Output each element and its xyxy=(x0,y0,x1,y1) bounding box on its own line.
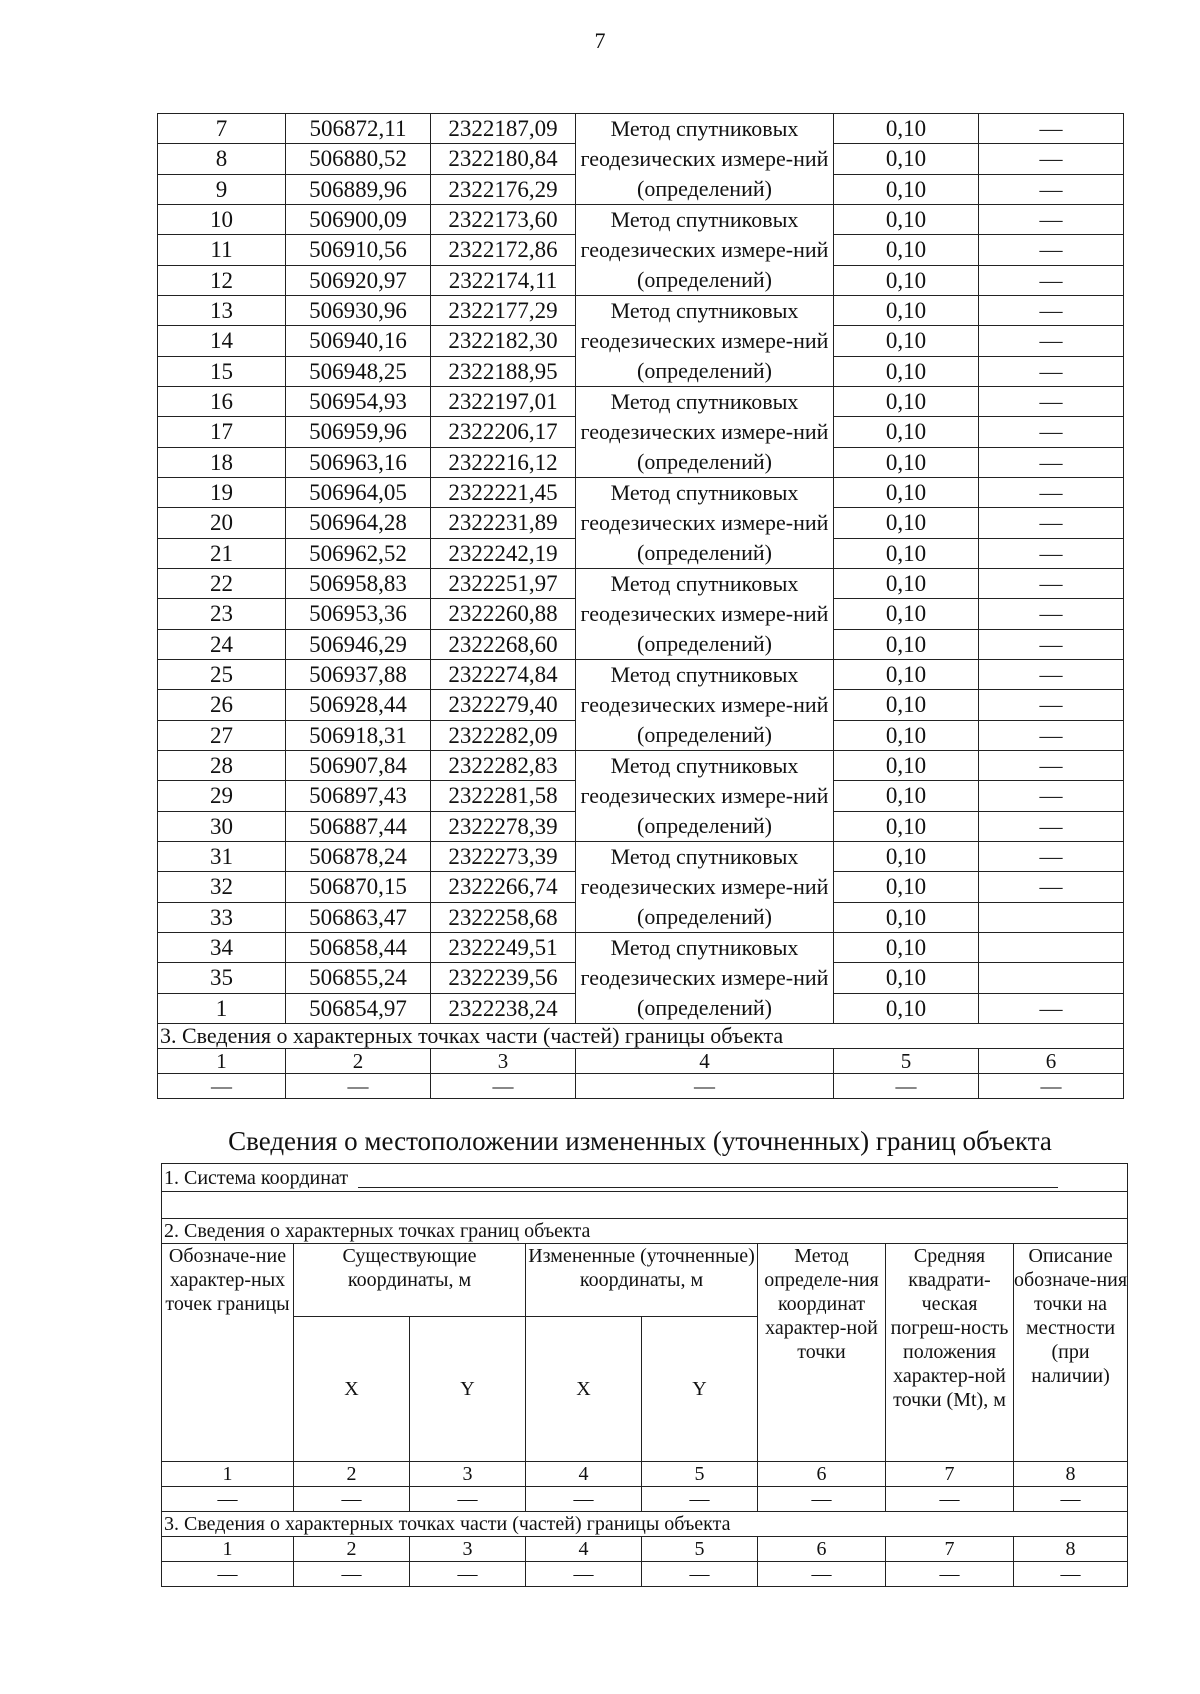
point-description: — xyxy=(979,690,1124,720)
point-number: 33 xyxy=(158,902,286,932)
column-number: 6 xyxy=(758,1537,886,1562)
coord-x: 506918,31 xyxy=(286,720,431,750)
dash-cell: — xyxy=(1014,1487,1128,1512)
point-description: — xyxy=(979,599,1124,629)
mt-value: 0,10 xyxy=(834,629,979,659)
mt-value: 0,10 xyxy=(834,538,979,568)
point-number: 23 xyxy=(158,599,286,629)
point-number: 30 xyxy=(158,811,286,841)
point-number: 16 xyxy=(158,387,286,417)
column-number: 4 xyxy=(576,1049,834,1074)
point-description: — xyxy=(979,811,1124,841)
mt-value: 0,10 xyxy=(834,356,979,386)
table-row xyxy=(158,205,1124,235)
coord-x: 506953,36 xyxy=(286,599,431,629)
method-cell: Метод спутниковых геодезических измере-ний (определений) xyxy=(576,660,834,751)
column-number: 6 xyxy=(758,1462,886,1487)
dash-cell: — xyxy=(1014,1562,1128,1587)
point-description: — xyxy=(979,356,1124,386)
point-number: 8 xyxy=(158,144,286,174)
point-description: — xyxy=(979,144,1124,174)
coord-y: 2322187,09 xyxy=(431,114,576,144)
section3-row xyxy=(158,1024,1124,1049)
point-number: 21 xyxy=(158,538,286,568)
dash-cell: — xyxy=(526,1562,642,1587)
coord-x: 506889,96 xyxy=(286,174,431,204)
point-number: 19 xyxy=(158,478,286,508)
point-description: — xyxy=(979,872,1124,902)
coord-y: 2322239,56 xyxy=(431,963,576,993)
coord-x: 506930,96 xyxy=(286,296,431,326)
coord-y: 2322176,29 xyxy=(431,174,576,204)
dash-cell: — xyxy=(758,1487,886,1512)
header-mt: Средняя квадрати-ческая погреш-ность положения характер-ной точки (Mt), м xyxy=(886,1244,1014,1462)
point-description: — xyxy=(979,508,1124,538)
table-row xyxy=(158,933,1124,963)
coord-y: 2322173,60 xyxy=(431,205,576,235)
coord-y: 2322274,84 xyxy=(431,660,576,690)
method-cell: Метод спутниковых геодезических измере-ний (определений) xyxy=(576,387,834,478)
point-number: 10 xyxy=(158,205,286,235)
method-cell: Метод спутниковых геодезических измере-ний (определений) xyxy=(576,569,834,660)
column-number: 5 xyxy=(642,1462,758,1487)
dash-cell: — xyxy=(642,1562,758,1587)
dash-cell: — xyxy=(886,1487,1014,1512)
header-changed: Измененные (уточненные) координаты, м xyxy=(526,1244,758,1317)
mt-value: 0,10 xyxy=(834,811,979,841)
point-number: 29 xyxy=(158,781,286,811)
mt-value: 0,10 xyxy=(834,205,979,235)
point-number: 12 xyxy=(158,265,286,295)
table-row xyxy=(158,478,1124,508)
mt-value: 0,10 xyxy=(834,296,979,326)
point-number: 18 xyxy=(158,447,286,477)
coord-y: 2322188,95 xyxy=(431,356,576,386)
coord-y: 2322268,60 xyxy=(431,629,576,659)
coord-y: 2322273,39 xyxy=(431,842,576,872)
column-number: 1 xyxy=(162,1462,294,1487)
method-cell: Метод спутниковых геодезических измере-ний (определений) xyxy=(576,205,834,296)
header-method: Метод определе-ния координат характер-ной точки xyxy=(758,1244,886,1462)
section3-dash-row xyxy=(158,1074,1124,1099)
coord-y: 2322231,89 xyxy=(431,508,576,538)
header-y-changed: Y xyxy=(642,1317,758,1462)
coord-y: 2322221,45 xyxy=(431,478,576,508)
point-description xyxy=(979,933,1124,963)
section3-numbers-row xyxy=(158,1049,1124,1074)
mt-value: 0,10 xyxy=(834,781,979,811)
column-number: 1 xyxy=(158,1049,286,1074)
section3-title: 3. Сведения о характерных точках части (частей) границы объекта xyxy=(158,1024,1124,1049)
coord-y: 2322216,12 xyxy=(431,447,576,477)
point-number: 13 xyxy=(158,296,286,326)
header-x-existing: X xyxy=(294,1317,410,1462)
coord-x: 506887,44 xyxy=(286,811,431,841)
point-number: 7 xyxy=(158,114,286,144)
point-description: — xyxy=(979,235,1124,265)
mt-value: 0,10 xyxy=(834,114,979,144)
point-description: — xyxy=(979,842,1124,872)
section3-dash-row xyxy=(162,1562,1128,1587)
mt-value: 0,10 xyxy=(834,265,979,295)
table-row xyxy=(158,842,1124,872)
point-description: — xyxy=(979,447,1124,477)
table-row xyxy=(158,751,1124,781)
coord-x: 506870,15 xyxy=(286,872,431,902)
column-numbers-row xyxy=(162,1462,1128,1487)
column-number: 7 xyxy=(886,1462,1014,1487)
coord-x: 506940,16 xyxy=(286,326,431,356)
column-number: 3 xyxy=(410,1462,526,1487)
header-description: Описание обозначе-ния точки на местности (при наличии) xyxy=(1014,1244,1128,1462)
coord-y: 2322266,74 xyxy=(431,872,576,902)
table-row xyxy=(158,387,1124,417)
dash-cell: — xyxy=(526,1487,642,1512)
coord-x: 506910,56 xyxy=(286,235,431,265)
changed-boundaries-table xyxy=(161,1163,1128,1587)
point-description: — xyxy=(979,205,1124,235)
coord-x: 506858,44 xyxy=(286,933,431,963)
coordinates-table xyxy=(157,113,1124,1099)
mt-value: 0,10 xyxy=(834,993,979,1023)
column-number: 2 xyxy=(294,1462,410,1487)
coord-x: 506854,97 xyxy=(286,993,431,1023)
point-number: 14 xyxy=(158,326,286,356)
dash-cell: — xyxy=(576,1074,834,1099)
mt-value: 0,10 xyxy=(834,447,979,477)
point-description: — xyxy=(979,569,1124,599)
point-number: 22 xyxy=(158,569,286,599)
point-number: 25 xyxy=(158,660,286,690)
point-description: — xyxy=(979,751,1124,781)
mt-value: 0,10 xyxy=(834,933,979,963)
point-description: — xyxy=(979,417,1124,447)
point-description: — xyxy=(979,326,1124,356)
coord-x: 506964,05 xyxy=(286,478,431,508)
mt-value: 0,10 xyxy=(834,751,979,781)
coord-x: 506958,83 xyxy=(286,569,431,599)
coord-x: 506855,24 xyxy=(286,963,431,993)
mt-value: 0,10 xyxy=(834,569,979,599)
point-description: — xyxy=(979,296,1124,326)
column-number: 4 xyxy=(526,1462,642,1487)
point-number: 9 xyxy=(158,174,286,204)
coord-y: 2322249,51 xyxy=(431,933,576,963)
coord-x: 506920,97 xyxy=(286,265,431,295)
point-description xyxy=(979,963,1124,993)
method-cell: Метод спутниковых геодезических измере-ний (определений) xyxy=(576,296,834,387)
mt-value: 0,10 xyxy=(834,842,979,872)
coord-y: 2322182,30 xyxy=(431,326,576,356)
point-description xyxy=(979,902,1124,932)
method-cell: Метод спутниковых геодезических измере-ний (определений) xyxy=(576,842,834,933)
coord-x: 506928,44 xyxy=(286,690,431,720)
coord-y: 2322251,97 xyxy=(431,569,576,599)
coord-y: 2322180,84 xyxy=(431,144,576,174)
table-row xyxy=(158,296,1124,326)
point-description: — xyxy=(979,629,1124,659)
point-number: 32 xyxy=(158,872,286,902)
dash-cell: — xyxy=(158,1074,286,1099)
section-heading: Сведения о местоположении измененных (уточненных) границ объекта xyxy=(228,1126,1052,1156)
coord-x: 506959,96 xyxy=(286,417,431,447)
header-x-changed: X xyxy=(526,1317,642,1462)
mt-value: 0,10 xyxy=(834,720,979,750)
dash-cell: — xyxy=(294,1487,410,1512)
coord-y: 2322260,88 xyxy=(431,599,576,629)
coord-x: 506937,88 xyxy=(286,660,431,690)
point-number: 15 xyxy=(158,356,286,386)
mt-value: 0,10 xyxy=(834,478,979,508)
mt-value: 0,10 xyxy=(834,417,979,447)
point-description: — xyxy=(979,265,1124,295)
method-cell: Метод спутниковых геодезических измере-ний (определений) xyxy=(576,751,834,842)
mt-value: 0,10 xyxy=(834,902,979,932)
dash-cell: — xyxy=(162,1487,294,1512)
coord-y: 2322242,19 xyxy=(431,538,576,568)
table-row xyxy=(158,660,1124,690)
point-number: 27 xyxy=(158,720,286,750)
section2-title: 2. Сведения о характерных точках границ объекта xyxy=(162,1219,1128,1244)
section3-numbers-row xyxy=(162,1537,1128,1562)
coord-x: 506907,84 xyxy=(286,751,431,781)
column-number: 1 xyxy=(162,1537,294,1562)
mt-value: 0,10 xyxy=(834,144,979,174)
dash-cell: — xyxy=(410,1562,526,1587)
point-description: — xyxy=(979,993,1124,1023)
coord-y: 2322282,83 xyxy=(431,751,576,781)
mt-value: 0,10 xyxy=(834,690,979,720)
blank-row xyxy=(162,1192,1128,1219)
column-number: 5 xyxy=(834,1049,979,1074)
dash-cell: — xyxy=(286,1074,431,1099)
point-number: 11 xyxy=(158,235,286,265)
column-number: 6 xyxy=(979,1049,1124,1074)
point-description: — xyxy=(979,660,1124,690)
mt-value: 0,10 xyxy=(834,174,979,204)
coord-x: 506897,43 xyxy=(286,781,431,811)
coord-x: 506962,52 xyxy=(286,538,431,568)
coord-x: 506878,24 xyxy=(286,842,431,872)
mt-value: 0,10 xyxy=(834,326,979,356)
dash-cell: — xyxy=(886,1562,1014,1587)
coordinate-system-label: 1. Система координат xyxy=(164,1166,349,1189)
section3-title: 3. Сведения о характерных точках части (частей) границы объекта xyxy=(162,1512,1128,1537)
mt-value: 0,10 xyxy=(834,599,979,629)
point-number: 28 xyxy=(158,751,286,781)
point-description: — xyxy=(979,720,1124,750)
coord-x: 506948,25 xyxy=(286,356,431,386)
dash-cell: — xyxy=(431,1074,576,1099)
coord-x: 506863,47 xyxy=(286,902,431,932)
method-cell: Метод спутниковых геодезических измере-ний (определений) xyxy=(576,933,834,1024)
mt-value: 0,10 xyxy=(834,235,979,265)
mt-value: 0,10 xyxy=(834,872,979,902)
mt-value: 0,10 xyxy=(834,660,979,690)
coord-x: 506900,09 xyxy=(286,205,431,235)
coordinate-system-row xyxy=(162,1164,1128,1192)
point-description: — xyxy=(979,538,1124,568)
point-description: — xyxy=(979,387,1124,417)
point-description: — xyxy=(979,174,1124,204)
header-designation: Обозначе-ние характер-ных точек границы xyxy=(162,1244,294,1462)
header-y-existing: Y xyxy=(410,1317,526,1462)
column-number: 3 xyxy=(410,1537,526,1562)
dash-cell: — xyxy=(162,1562,294,1587)
dash-cell: — xyxy=(979,1074,1124,1099)
point-number: 34 xyxy=(158,933,286,963)
dash-cell: — xyxy=(294,1562,410,1587)
column-number: 2 xyxy=(286,1049,431,1074)
dash-cell: — xyxy=(410,1487,526,1512)
coord-y: 2322197,01 xyxy=(431,387,576,417)
point-number: 26 xyxy=(158,690,286,720)
point-description: — xyxy=(979,478,1124,508)
dash-cell: — xyxy=(758,1562,886,1587)
point-number: 1 xyxy=(158,993,286,1023)
point-number: 20 xyxy=(158,508,286,538)
point-number: 35 xyxy=(158,963,286,993)
coord-y: 2322206,17 xyxy=(431,417,576,447)
coord-x: 506963,16 xyxy=(286,447,431,477)
page-number: 7 xyxy=(594,28,606,53)
table-row xyxy=(158,114,1124,144)
coord-y: 2322282,09 xyxy=(431,720,576,750)
coord-y: 2322177,29 xyxy=(431,296,576,326)
column-number: 3 xyxy=(431,1049,576,1074)
column-number: 2 xyxy=(294,1537,410,1562)
mt-value: 0,10 xyxy=(834,387,979,417)
coord-y: 2322281,58 xyxy=(431,781,576,811)
header-existing: Существующие координаты, м xyxy=(294,1244,526,1317)
point-description: — xyxy=(979,114,1124,144)
column-number: 7 xyxy=(886,1537,1014,1562)
coord-x: 506946,29 xyxy=(286,629,431,659)
coord-x: 506872,11 xyxy=(286,114,431,144)
mt-value: 0,10 xyxy=(834,508,979,538)
coord-y: 2322278,39 xyxy=(431,811,576,841)
coord-x: 506880,52 xyxy=(286,144,431,174)
coord-y: 2322238,24 xyxy=(431,993,576,1023)
column-number: 5 xyxy=(642,1537,758,1562)
table-row xyxy=(158,569,1124,599)
point-description: — xyxy=(979,781,1124,811)
coordinate-system-field xyxy=(358,1169,1058,1188)
dash-cell: — xyxy=(834,1074,979,1099)
coord-y: 2322279,40 xyxy=(431,690,576,720)
column-number: 8 xyxy=(1014,1462,1128,1487)
method-cell: Метод спутниковых геодезических измере-ний (определений) xyxy=(576,114,834,205)
column-number: 8 xyxy=(1014,1537,1128,1562)
dash-cell: — xyxy=(642,1487,758,1512)
coord-y: 2322172,86 xyxy=(431,235,576,265)
point-number: 31 xyxy=(158,842,286,872)
mt-value: 0,10 xyxy=(834,963,979,993)
coord-y: 2322258,68 xyxy=(431,902,576,932)
method-cell: Метод спутниковых геодезических измере-ний (определений) xyxy=(576,478,834,569)
coord-y: 2322174,11 xyxy=(431,265,576,295)
column-number: 4 xyxy=(526,1537,642,1562)
dash-row xyxy=(162,1487,1128,1512)
coord-x: 506964,28 xyxy=(286,508,431,538)
point-number: 24 xyxy=(158,629,286,659)
point-number: 17 xyxy=(158,417,286,447)
coord-x: 506954,93 xyxy=(286,387,431,417)
